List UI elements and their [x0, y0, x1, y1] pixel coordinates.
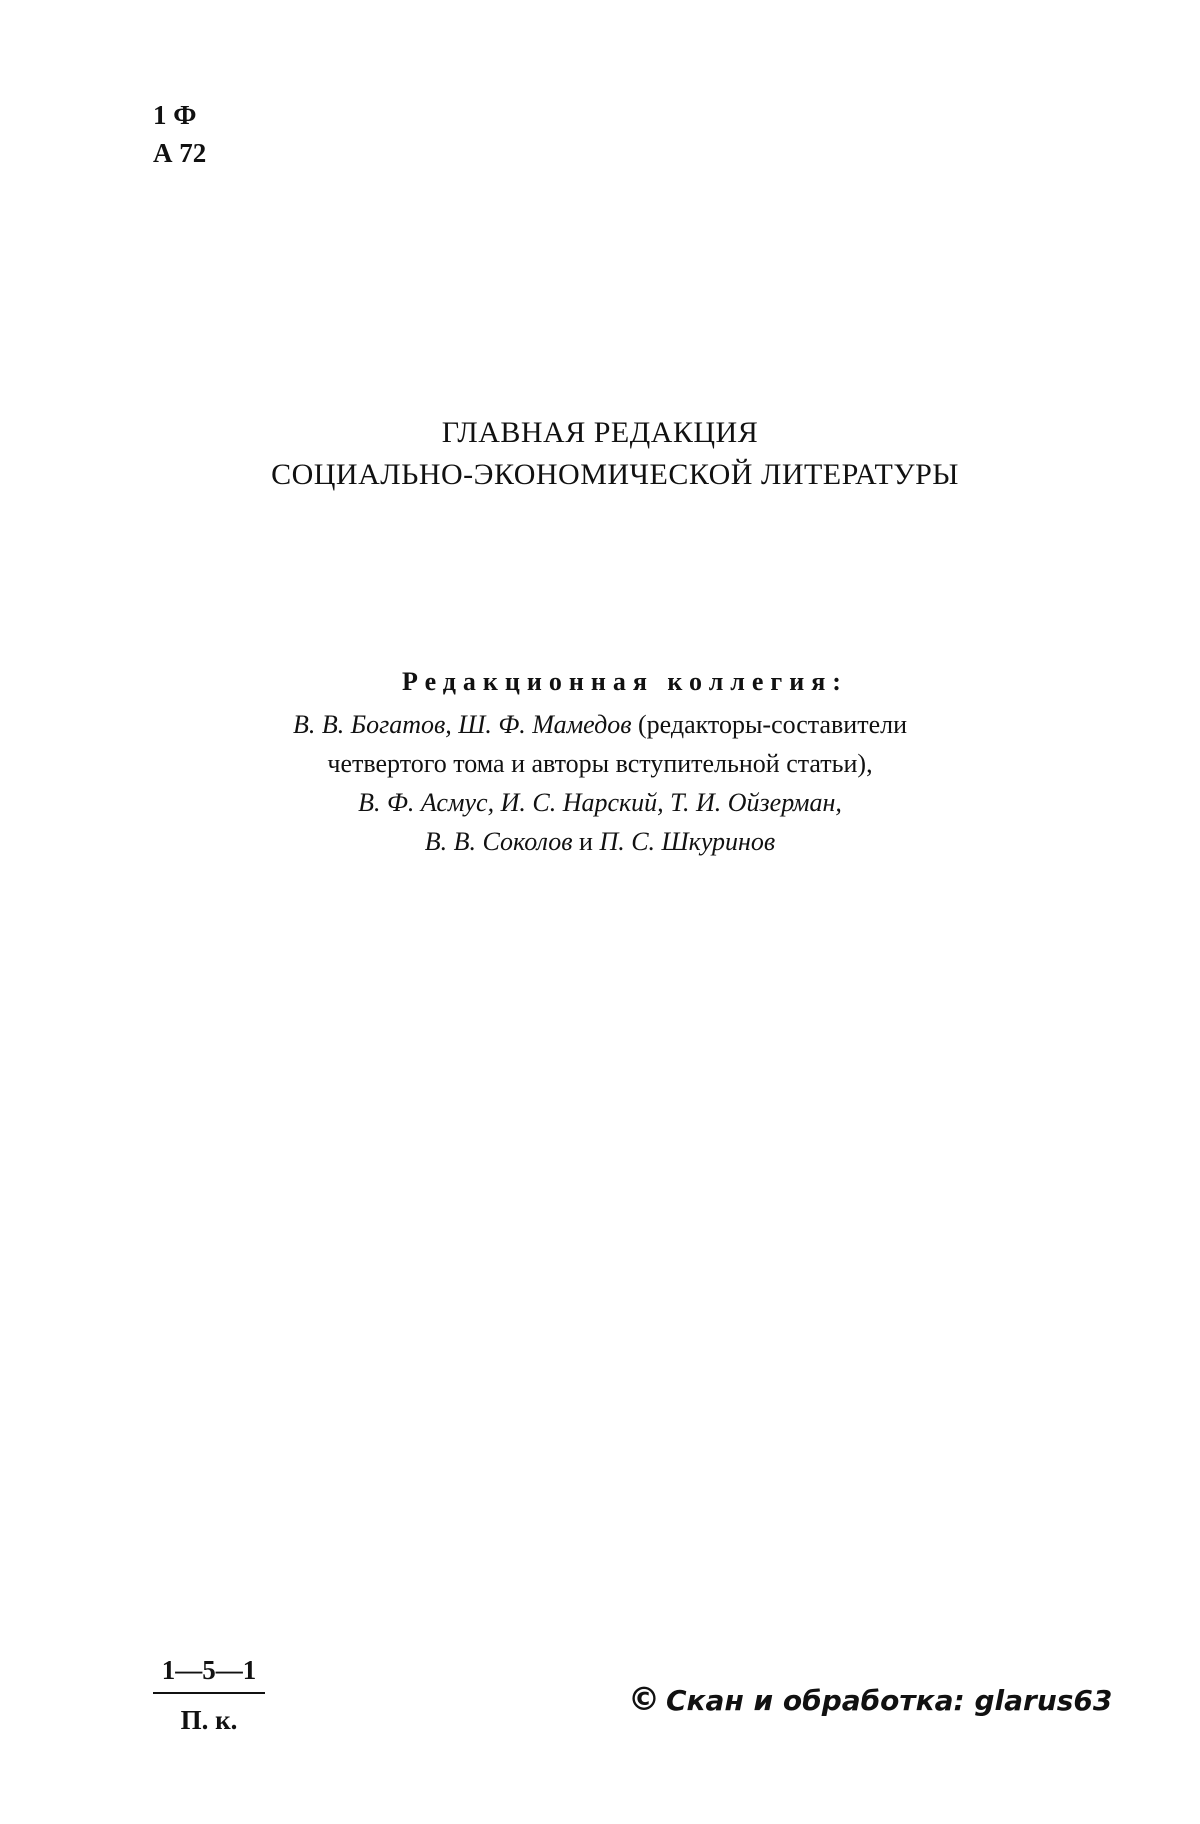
editorial-board-line-1	[0, 705, 1200, 744]
editorial-board-line-2: четвертого тома и авторы вступительной статьи),	[327, 749, 873, 778]
conjunction: и	[572, 827, 600, 856]
editorial-board-line-4	[0, 822, 1200, 861]
copyright-icon: ©	[628, 1680, 660, 1718]
scan-credit	[628, 1680, 1112, 1718]
catalog-code-number: 1—5—1	[153, 1654, 265, 1694]
member-name-b: П. С. Шкуринов	[599, 827, 776, 856]
catalog-code-label: П. к.	[180, 1705, 238, 1735]
classification-line-1: 1 Ф	[153, 100, 197, 130]
classification-code	[153, 96, 206, 172]
editors-note: (редакторы-составители	[631, 710, 908, 739]
editorial-board-line-3: В. Ф. Асмус, И. С. Нарский, Т. И. Ойзерман,	[358, 788, 842, 817]
editorial-board-heading: Редакционная коллегия:	[402, 667, 848, 696]
scan-credit-text: Скан и обработка: glarus63	[666, 1684, 1113, 1717]
publisher-line-1: ГЛАВНАЯ РЕДАКЦИЯ	[441, 416, 759, 449]
catalog-code	[153, 1654, 265, 1740]
publisher-line-2: СОЦИАЛЬНО-ЭКОНОМИЧЕСКОЙ ЛИТЕРАТУРЫ	[271, 458, 959, 491]
editorial-board	[0, 662, 1200, 861]
publisher-block	[0, 412, 1200, 496]
member-name-a: В. В. Соколов	[424, 827, 573, 856]
editors-names: В. В. Богатов, Ш. Ф. Мамедов	[292, 710, 632, 739]
classification-line-2: А 72	[153, 138, 207, 168]
